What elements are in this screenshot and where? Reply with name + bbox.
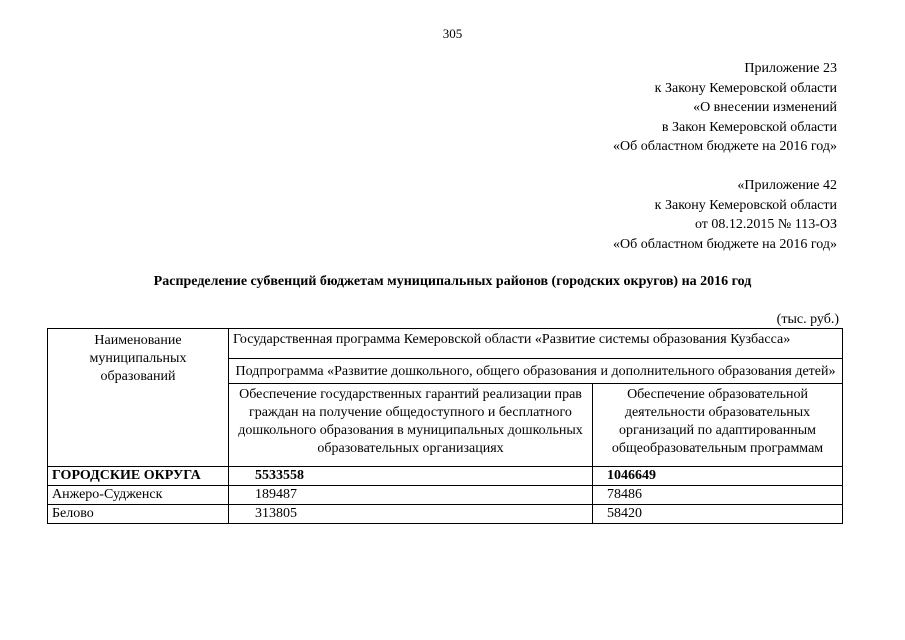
row-name: Анжеро-Судженск (48, 486, 229, 505)
row-value: 58420 (593, 505, 843, 524)
row-name: ГОРОДСКИЕ ОКРУГА (48, 467, 229, 486)
appendix-line: в Закон Кемеровской области (661, 119, 837, 135)
original-appendix-header (613, 176, 837, 254)
appendix-header (613, 59, 837, 157)
appendix-line: «Об областном бюджете на 2016 год» (613, 139, 837, 154)
row-value: 5533558 (229, 467, 593, 486)
subvention-table (47, 328, 843, 524)
appendix-line: к Закону Кемеровской области (654, 80, 837, 96)
appendix-line: к Закону Кемеровской области (654, 197, 837, 213)
table-header-row (48, 329, 843, 359)
header-program: Государственная программа Кемеровской области «Развитие системы образования Кузбасса» (229, 329, 843, 359)
header-municipality: Наименование муниципальных образований (48, 329, 229, 467)
row-value: 189487 (229, 486, 593, 505)
header-subprogram: Подпрограмма «Развитие дошкольного, общего образования и дополнительного образования детей» (229, 359, 843, 384)
header-adapted-programs: Обеспечение образовательной деятельности образовательных организаций по адаптированным общеобразовательным программам (593, 384, 843, 467)
table-row (48, 486, 843, 505)
units-label: (тыс. руб.) (776, 312, 839, 327)
row-name: Белово (48, 505, 229, 524)
row-value: 78486 (593, 486, 843, 505)
table-row (48, 505, 843, 524)
appendix-line: «Об областном бюджете на 2016 год» (613, 236, 837, 252)
appendix-line: «О внесении изменений (693, 100, 837, 115)
document-title: Распределение субвенций бюджетам муниципальных районов (городских округов) на 2016 год (153, 274, 752, 289)
appendix-line: Приложение 23 (744, 61, 837, 76)
row-value: 313805 (229, 505, 593, 524)
table-row (48, 467, 843, 486)
page-number: 305 (442, 26, 463, 41)
row-value: 1046649 (593, 467, 843, 486)
header-preschool-guarantees: Обеспечение государственных гарантий реализации прав граждан на получение общедоступного и бесплатного дошкольного образования в муниципальных дошкольных образовательных организациях (229, 384, 593, 467)
appendix-line: от 08.12.2015 № 113-ОЗ (694, 217, 837, 232)
appendix-line: «Приложение 42 (737, 178, 837, 193)
